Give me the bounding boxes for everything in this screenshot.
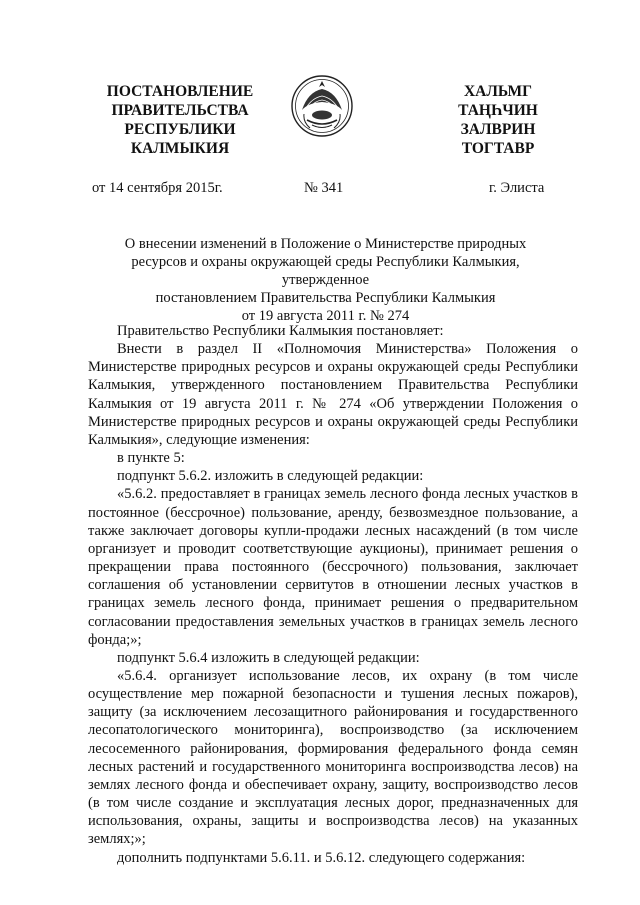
document-body (88, 322, 578, 867)
body-paragraph: Внести в раздел II «Полномочия Министерства» Положения о Министерстве природных ресурсов и охраны окружающей среды Республики Калмыкия, утвержденного постановлением Правительства Республики Калмыкия от 19 августа 2011 г. № 274 «Об утверждении Положения о Министерстве природных ресурсов и охраны окружающей среды Республики Калмыкия», следующие изменения: (88, 341, 578, 448)
header-right-title (443, 82, 553, 158)
body-paragraph: «5.6.2. предоставляет в границах земель лесного фонда лесных участков в постоянное (бессрочное) пользование, аренду, безвозмездное пользование, а также заключает договоры купли-продажи лесных насаждений (в том числе организует и проводит соответствующие аукционы), принимает решения о прекращении права постоянного (бессрочного) пользования, заключает соглашения об установлении сервитутов в отношении лесных участков в границах земель лесного фонда, принимает решения о предварительном согласовании предоставления земельных участков в границах земель лесного фонда;»; (88, 486, 578, 648)
document-city: г. Элиста (489, 180, 545, 196)
document-number: № 341 (304, 180, 344, 196)
header-left-line: КАЛМЫКИЯ (130, 140, 230, 157)
body-paragraph: подпункт 5.6.2. изложить в следующей редакции: (117, 468, 424, 485)
body-paragraph: в пункте 5: (117, 450, 185, 467)
title-line: от 19 августа 2011 г. № 274 (241, 308, 410, 324)
header-right-line: ТАҢҺЧИН (458, 102, 538, 119)
body-paragraph: подпункт 5.6.4 изложить в следующей редакции: (117, 649, 420, 666)
title-line: постановлением Правительства Республики Калмыкия (155, 290, 496, 306)
header-left-title (95, 82, 265, 158)
body-paragraph: дополнить подпунктами 5.6.11. и 5.6.12. следующего содержания: (117, 849, 526, 866)
coat-of-arms-icon (290, 72, 354, 140)
header-left-line: РЕСПУБЛИКИ (124, 121, 236, 138)
document-date: от 14 сентября 2015г. (92, 180, 223, 196)
header-left-line: ПОСТАНОВЛЕНИЕ (106, 83, 254, 100)
title-line: О внесении изменений в Положение о Министерстве природных (124, 236, 527, 252)
body-paragraph: «5.6.4. организует использование лесов, их охрану (в том числе осуществление мер пожарной безопасности и тушения лесных пожаров), защиту (за исключением лесозащитного районирования и государственного лесопатологического мониторинга), воспроизводство (за исключением лесосеменного районирования, формирования федерального фонда семян лесных растений и государственного мониторинга воспроизводства лесов) на землях лесного фонда и обеспечивает охрану, защиту, воспроизводство лесов (в том числе создание и эксплуатация лесных дорог, предназначенных для использования, охраны, защиты и воспроизводства лесов) на указанных землях;»; (88, 667, 578, 848)
header-right-line: ХАЛЬМГ (463, 83, 533, 100)
header-right-line: ТОГТАВР (461, 140, 535, 157)
document-title (88, 235, 563, 325)
document-dateline (0, 180, 640, 200)
header-left-line: ПРАВИТЕЛЬСТВА (111, 102, 249, 119)
header-right-line: ЗАЛВРИН (460, 121, 536, 138)
body-paragraph: Правительство Республики Калмыкия постановляет: (117, 323, 444, 339)
title-line: ресурсов и охраны окружающей среды Республики Калмыкия, утвержденное (131, 254, 520, 288)
